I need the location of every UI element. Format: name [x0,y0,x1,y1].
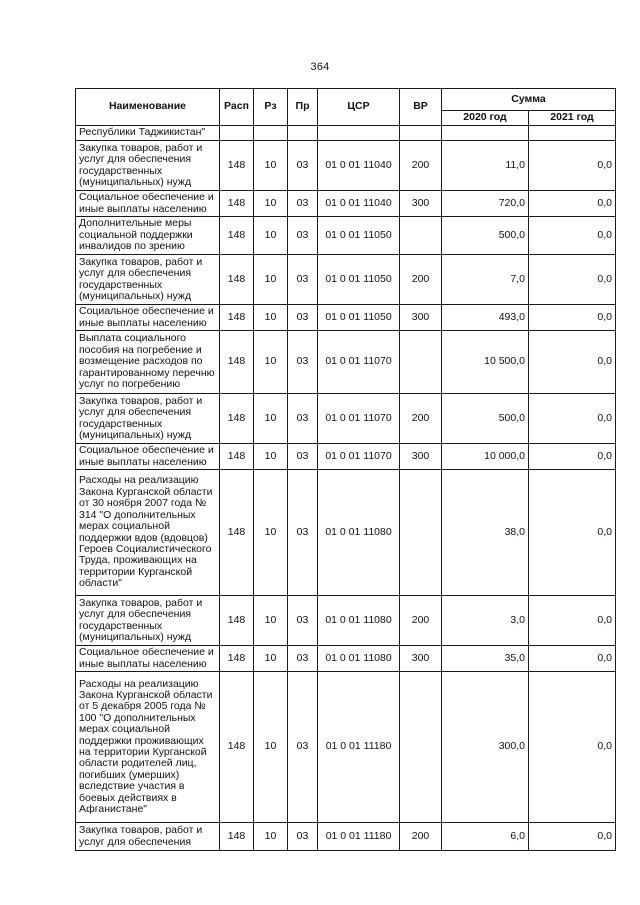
cell-y2020: 6,0 [442,823,529,851]
cell-rz: 10 [254,394,288,444]
cell-rz: 10 [254,444,288,470]
cell-vr: 200 [400,596,442,646]
cell-y2021: 0,0 [529,331,616,394]
cell-vr: 300 [400,444,442,470]
cell-csr: 01 0 01 11180 [318,672,400,823]
cell-rasp: 148 [220,823,254,851]
cell-y2020: 10 500,0 [442,331,529,394]
cell-name: Дополнительные меры социальной поддержки инвалидов по зрению [76,217,220,255]
header-rasp: Расп [220,89,254,126]
cell-csr: 01 0 01 11040 [318,141,400,191]
cell-y2020: 10 000,0 [442,444,529,470]
cell-rasp: 148 [220,141,254,191]
cell-name: Закупка товаров, работ и услуг для обеспечения государственных (муниципальных) нужд [76,255,220,305]
table-row [76,444,616,470]
cell-vr [400,672,442,823]
cell-name: Закупка товаров, работ и услуг для обеспечения государственных (муниципальных) нужд [76,394,220,444]
page-number: 364 [310,61,330,73]
cell-csr: 01 0 01 11050 [318,255,400,305]
cell-rasp [220,126,254,141]
cell-y2020: 38,0 [442,470,529,596]
cell-rasp: 148 [220,331,254,394]
cell-name: Социальное обеспечение и иные выплаты населению [76,305,220,331]
cell-csr: 01 0 01 11040 [318,191,400,217]
cell-rz [254,126,288,141]
cell-rz: 10 [254,331,288,394]
cell-y2021: 0,0 [529,141,616,191]
table-row [76,394,616,444]
cell-csr: 01 0 01 11080 [318,596,400,646]
table-row [76,331,616,394]
table-header [76,89,616,126]
cell-y2021: 0,0 [529,191,616,217]
cell-pr: 03 [288,305,318,331]
cell-pr: 03 [288,191,318,217]
cell-pr: 03 [288,672,318,823]
cell-csr: 01 0 01 11050 [318,217,400,255]
cell-y2021: 0,0 [529,596,616,646]
header-rz: Рз [254,89,288,126]
cell-pr: 03 [288,141,318,191]
cell-rz: 10 [254,141,288,191]
cell-rz: 10 [254,255,288,305]
table-row [76,255,616,305]
cell-vr [400,470,442,596]
cell-vr: 300 [400,305,442,331]
cell-vr: 300 [400,191,442,217]
cell-y2020: 35,0 [442,646,529,672]
cell-y2020: 300,0 [442,672,529,823]
cell-csr: 01 0 01 11180 [318,823,400,851]
cell-csr: 01 0 01 11070 [318,394,400,444]
cell-pr: 03 [288,217,318,255]
cell-csr: 01 0 01 11070 [318,444,400,470]
cell-name: Социальное обеспечение и иные выплаты населению [76,646,220,672]
cell-rz: 10 [254,191,288,217]
cell-y2021 [529,126,616,141]
cell-name: Выплата социального пособия на погребение и возмещение расходов по гарантированному перечню услуг по погребению [76,331,220,394]
cell-csr: 01 0 01 11080 [318,470,400,596]
cell-pr: 03 [288,255,318,305]
header-sum: Сумма [442,89,616,111]
cell-pr: 03 [288,394,318,444]
cell-pr: 03 [288,646,318,672]
cell-rasp: 148 [220,305,254,331]
cell-y2020: 7,0 [442,255,529,305]
cell-rasp: 148 [220,470,254,596]
cell-pr: 03 [288,470,318,596]
cell-vr: 300 [400,646,442,672]
cell-y2020: 720,0 [442,191,529,217]
header-csr: ЦСР [318,89,400,126]
cell-vr: 200 [400,141,442,191]
table-row [76,470,616,596]
cell-pr: 03 [288,596,318,646]
cell-y2021: 0,0 [529,305,616,331]
cell-name: Социальное обеспечение и иные выплаты населению [76,191,220,217]
cell-vr [400,331,442,394]
table-row [76,217,616,255]
table-row [76,191,616,217]
cell-pr: 03 [288,331,318,394]
table-body [76,126,616,851]
cell-vr: 200 [400,255,442,305]
cell-y2020: 11,0 [442,141,529,191]
cell-y2021: 0,0 [529,646,616,672]
cell-name: Закупка товаров, работ и услуг для обеспечения государственных (муниципальных) нужд [76,596,220,646]
cell-y2021: 0,0 [529,470,616,596]
cell-rz: 10 [254,823,288,851]
cell-vr [400,217,442,255]
cell-name: Республики Таджикистан" [76,126,220,141]
cell-name: Расходы на реализацию Закона Курганской области от 30 ноября 2007 года № 314 "О дополнительных мерах социальной поддержки вдов (вдовцов) Героев Социалистического Труда, проживающих на территории Курганской области" [76,470,220,596]
cell-rz: 10 [254,596,288,646]
cell-pr: 03 [288,823,318,851]
table-row [76,126,616,141]
table-row [76,672,616,823]
cell-rasp: 148 [220,191,254,217]
cell-y2021: 0,0 [529,672,616,823]
cell-y2020: 493,0 [442,305,529,331]
table-row [76,305,616,331]
cell-rasp: 148 [220,217,254,255]
cell-y2021: 0,0 [529,217,616,255]
header-pr: Пр [288,89,318,126]
budget-table [75,88,616,851]
cell-y2020: 500,0 [442,394,529,444]
cell-rasp: 148 [220,596,254,646]
cell-rz: 10 [254,672,288,823]
cell-rz: 10 [254,217,288,255]
cell-rz: 10 [254,646,288,672]
cell-name: Социальное обеспечение и иные выплаты населению [76,444,220,470]
cell-rasp: 148 [220,394,254,444]
cell-y2021: 0,0 [529,255,616,305]
cell-rasp: 148 [220,444,254,470]
cell-y2021: 0,0 [529,444,616,470]
cell-rz: 10 [254,305,288,331]
cell-y2021: 0,0 [529,823,616,851]
cell-y2020: 3,0 [442,596,529,646]
cell-pr [288,126,318,141]
cell-csr [318,126,400,141]
cell-rasp: 148 [220,255,254,305]
cell-vr [400,126,442,141]
table-row [76,646,616,672]
cell-rz: 10 [254,470,288,596]
header-name: Наименование [76,89,220,126]
header-2020: 2020 год [442,111,529,126]
cell-pr: 03 [288,444,318,470]
cell-name: Расходы на реализацию Закона Курганской области от 5 декабря 2005 года № 100 "О дополнительных мерах социальной поддержки проживающих на территории Курганской области родителей лиц, погибших (умерших) вследствие участия в боевых действиях в Афганистане" [76,672,220,823]
cell-y2020: 500,0 [442,217,529,255]
header-vr: ВР [400,89,442,126]
table-row [76,823,616,851]
cell-name: Закупка товаров, работ и услуг для обеспечения государственных (муниципальных) нужд [76,141,220,191]
cell-vr: 200 [400,823,442,851]
cell-csr: 01 0 01 11080 [318,646,400,672]
cell-csr: 01 0 01 11050 [318,305,400,331]
cell-y2021: 0,0 [529,394,616,444]
cell-vr: 200 [400,394,442,444]
table-row [76,596,616,646]
cell-name: Закупка товаров, работ и услуг для обеспечения [76,823,220,851]
cell-csr: 01 0 01 11070 [318,331,400,394]
cell-y2020 [442,126,529,141]
table-row [76,141,616,191]
header-2021: 2021 год [529,111,616,126]
cell-rasp: 148 [220,672,254,823]
cell-rasp: 148 [220,646,254,672]
